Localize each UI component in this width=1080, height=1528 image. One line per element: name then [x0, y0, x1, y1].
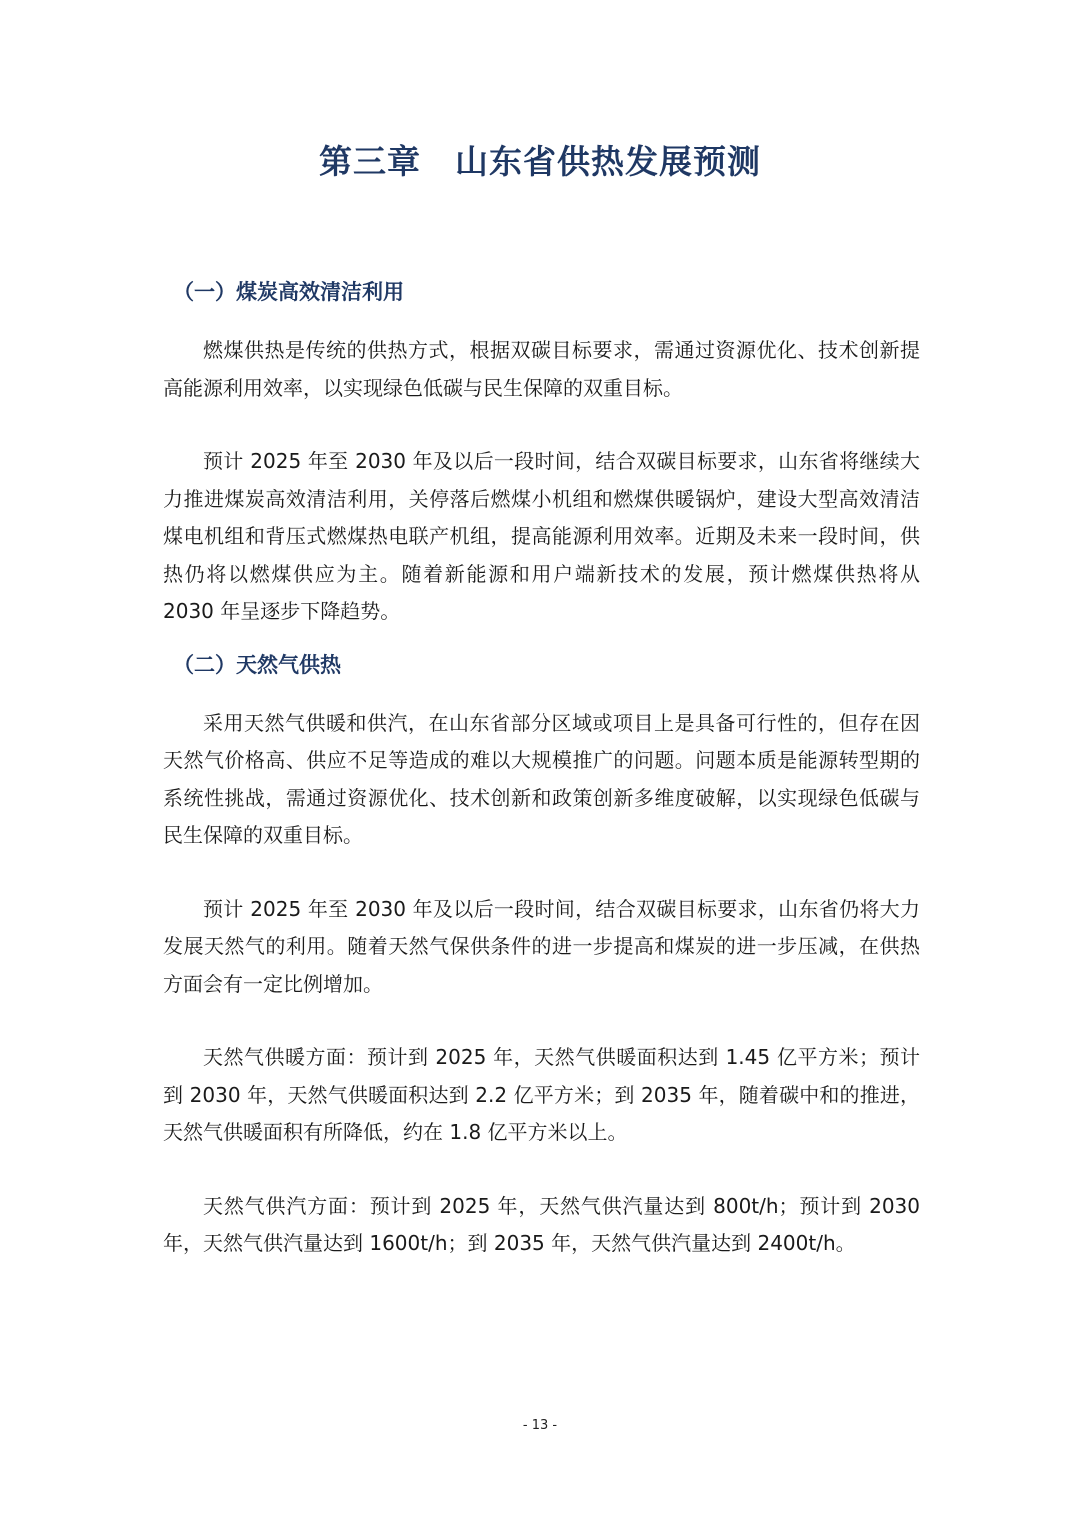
- chapter-title: 第三章 山东省供热发展预测: [319, 142, 761, 181]
- paragraph: 天然气供暖方面：预计到 2025 年，天然气供暖面积达到 1.45 亿平方米；预计到 2030 年，天然气供暖面积达到 2.2 亿平方米；到 2035 年，随着碳中和的推进，天然气供暖面积有所降低，约在 1.8 亿平方米以上。: [163, 1045, 920, 1144]
- section-coal: [163, 274, 920, 631]
- page-content: [163, 274, 920, 1263]
- section-heading: （一）煤炭高效清洁利用: [173, 280, 404, 304]
- section-natural-gas: [163, 647, 920, 1263]
- paragraph: 天然气供汽方面：预计到 2025 年，天然气供汽量达到 800t/h；预计到 2030 年，天然气供汽量达到 1600t/h；到 2035 年，天然气供汽量达到 2400t/h。: [163, 1193, 920, 1255]
- paragraph: 预计 2025 年至 2030 年及以后一段时间，结合双碳目标要求，山东省仍将大力发展天然气的利用。随着天然气保供条件的进一步提高和煤炭的进一步压减，在供热方面会有一定比例增加。: [163, 896, 920, 996]
- paragraph: 采用天然气供暖和供汽，在山东省部分区域或项目上是具备可行性的，但存在因天然气价格高、供应不足等造成的难以大规模推广的问题。问题本质是能源转型期的系统性挑战，需通过资源优化、技术创新和政策创新多维度破解，以实现绿色低碳与民生保障的双重目标。: [163, 710, 920, 847]
- paragraph: 预计 2025 年至 2030 年及以后一段时间，结合双碳目标要求，山东省将继续大力推进煤炭高效清洁利用，关停落后燃煤小机组和燃煤供暖锅炉，建设大型高效清洁煤电机组和背压式燃煤热电联产机组，提高能源利用效率。近期及未来一段时间，供热仍将以燃煤供应为主。随着新能源和用户端新技术的发展，预计燃煤供热将从 2030 年呈逐步下降趋势。: [163, 449, 920, 623]
- page-number: - 13 -: [522, 1418, 558, 1433]
- paragraph: 燃煤供热是传统的供热方式，根据双碳目标要求，需通过资源优化、技术创新提高能源利用效率，以实现绿色低碳与民生保障的双重目标。: [163, 338, 920, 400]
- section-heading: （二）天然气供热: [173, 652, 341, 677]
